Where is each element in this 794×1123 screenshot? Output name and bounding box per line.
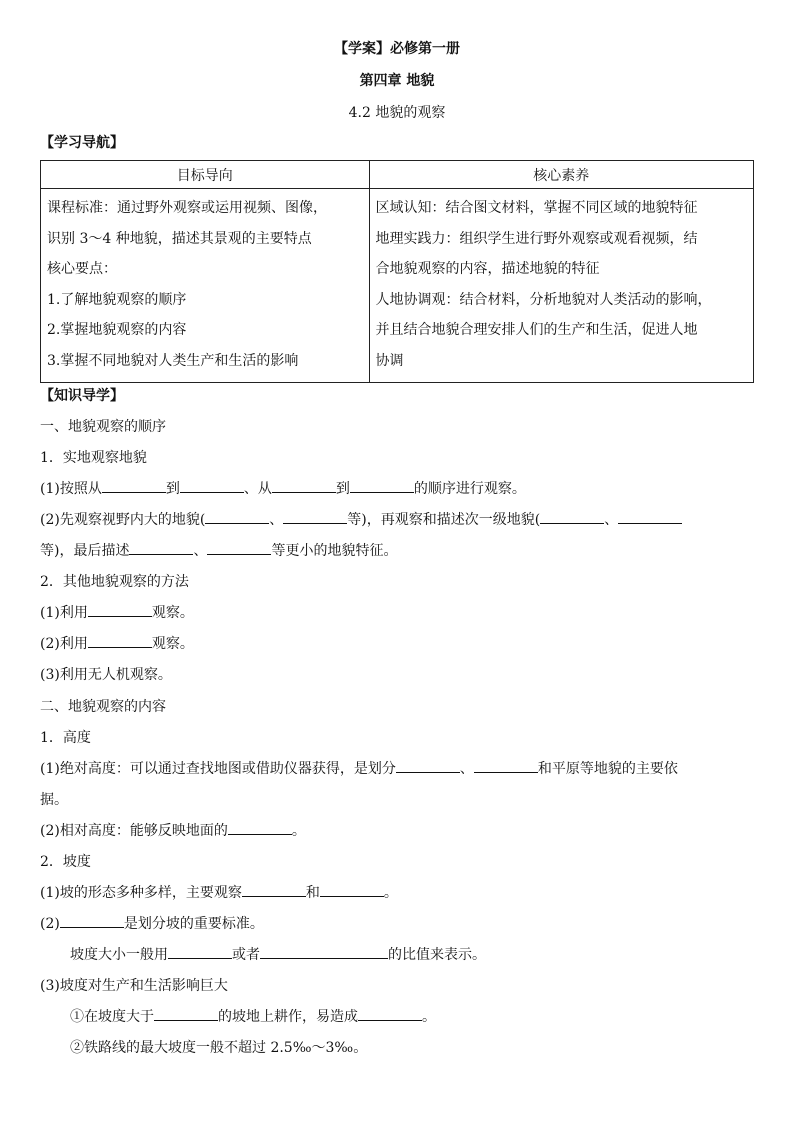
cell-line: 课程标准：通过野外观察或运用视频、图像，: [47, 200, 327, 216]
text: 和: [305, 885, 320, 901]
text: 、从: [243, 481, 272, 497]
cell-line: 核心要点：: [47, 261, 117, 277]
section2-title: 二、地貌观察的内容: [40, 699, 166, 715]
fill-blank[interactable]: [272, 479, 336, 493]
fill-blank[interactable]: [129, 541, 193, 555]
fill-blank[interactable]: [168, 945, 232, 959]
fill-blank[interactable]: [350, 479, 414, 493]
text: 的坡地上耕作，易造成: [218, 1009, 358, 1025]
fill-blank[interactable]: [207, 541, 271, 555]
method-2: [40, 633, 194, 653]
text: 等更小的地貌特征。: [271, 543, 398, 559]
fill-blank[interactable]: [205, 510, 269, 524]
question-slope-expression: [70, 944, 486, 964]
text: (2): [40, 916, 60, 932]
question-observation-steps: [40, 509, 682, 529]
text: (1)按照从: [40, 481, 102, 497]
objectives-table: [40, 160, 754, 383]
text: (1)绝对高度：可以通过查找地图或借助仪器获得，是划分: [40, 761, 396, 777]
text: 到: [165, 481, 180, 497]
section-title: 4.2 地貌的观察: [348, 105, 446, 121]
goal-orientation-cell: [41, 189, 370, 383]
section1-sub1: 1．实地观察地貌: [40, 450, 147, 466]
text: (2)先观察视野内大的地貌(: [40, 512, 206, 528]
cell-line: 并且结合地貌合理安排人们的生产和生活，促进人地: [375, 322, 698, 338]
cell-line: 合地貌观察的内容，描述地貌的特征: [375, 261, 600, 277]
text: 的比值来表示。: [388, 947, 486, 963]
question-slope-farming: [70, 1006, 436, 1026]
text: 等)，再观察和描述次一级地貌(: [347, 512, 541, 528]
fill-blank[interactable]: [242, 883, 306, 897]
cell-line: 3.掌握不同地貌对人类生产和生活的影响: [47, 352, 299, 369]
table-header-row: [41, 161, 754, 189]
text: 、: [269, 512, 284, 528]
text: 。: [383, 885, 398, 901]
question-observation-steps-cont: [40, 540, 397, 560]
method-3: (3)利用无人机观察。: [40, 667, 172, 683]
cell-line: 区域认知：结合图文材料，掌握不同区域的地貌特征: [375, 200, 698, 216]
fill-blank[interactable]: [618, 510, 682, 524]
fill-blank[interactable]: [180, 479, 244, 493]
fill-blank[interactable]: [60, 914, 124, 928]
knowledge-guide-heading: 【知识导学】: [40, 388, 124, 404]
cell-line: 人地协调观：结合材料，分析地貌对人类活动的影响，: [375, 291, 712, 308]
text: 、: [459, 761, 474, 777]
text: ①在坡度大于: [70, 1009, 154, 1025]
slope-impact-heading: (3)坡度对生产和生活影响巨大: [40, 978, 228, 994]
fill-blank[interactable]: [283, 510, 347, 524]
text: (1)坡的形态多种多样，主要观察: [40, 885, 242, 901]
doc-header-series: 【学案】必修第一册: [334, 41, 460, 57]
text: 和平原等地貌的主要依: [537, 761, 678, 777]
question-relative-height: [40, 820, 306, 840]
fill-blank[interactable]: [320, 883, 384, 897]
fill-blank[interactable]: [228, 821, 292, 835]
text: 坡度大小一般用: [70, 947, 168, 963]
text: 。: [422, 1009, 436, 1025]
fill-blank[interactable]: [540, 510, 604, 524]
text: 观察。: [151, 605, 194, 621]
learning-nav-heading: 【学习导航】: [40, 135, 124, 151]
text: (1)利用: [40, 605, 88, 621]
text: (2)利用: [40, 636, 88, 652]
text: 、: [604, 512, 619, 528]
text: 观察。: [151, 636, 194, 652]
cell-line: 2.掌握地貌观察的内容: [47, 322, 187, 338]
section2-sub1: 1．高度: [40, 730, 91, 746]
question-slope-standard: [40, 913, 264, 933]
text: 到: [335, 481, 350, 497]
fill-blank[interactable]: [88, 603, 152, 617]
col-goal-orientation-header: 目标导向: [41, 161, 370, 189]
fill-blank[interactable]: [260, 945, 388, 959]
cell-line: 协调: [375, 352, 404, 369]
railway-slope-note: ②铁路线的最大坡度一般不超过 2.5‰～3‰。: [70, 1040, 368, 1056]
chapter-title: 第四章 地貌: [359, 73, 435, 89]
question-absolute-height-cont: 据。: [40, 792, 68, 808]
section1-title: 一、地貌观察的顺序: [40, 419, 166, 435]
fill-blank[interactable]: [396, 759, 460, 773]
section1-sub2: 2．其他地貌观察的方法: [40, 574, 189, 590]
question-slope-form: [40, 882, 398, 902]
cell-line: 地理实践力：组织学生进行野外观察或观看视频，结: [375, 230, 698, 247]
fill-blank[interactable]: [358, 1007, 422, 1021]
cell-line: 1.了解地貌观察的顺序: [47, 291, 187, 308]
text: 、: [193, 543, 208, 559]
text: 或者: [232, 947, 260, 963]
fill-blank[interactable]: [474, 759, 538, 773]
table-row: [41, 189, 754, 383]
cell-line: 识别 3～4 种地貌，描述其景观的主要特点: [47, 230, 312, 247]
question-absolute-height: [40, 758, 678, 778]
question-observation-order: [40, 478, 526, 498]
col-core-literacy-header: 核心素养: [369, 161, 754, 189]
text: 等)，最后描述: [40, 543, 130, 559]
text: 。: [291, 823, 306, 839]
text: 的顺序进行观察。: [413, 481, 526, 497]
text: (2)相对高度：能够反映地面的: [40, 823, 228, 839]
fill-blank[interactable]: [154, 1007, 218, 1021]
core-literacy-cell: [369, 189, 754, 383]
section2-sub2: 2．坡度: [40, 854, 91, 870]
text: 是划分坡的重要标准。: [123, 916, 264, 932]
fill-blank[interactable]: [88, 634, 152, 648]
method-1: [40, 602, 194, 622]
fill-blank[interactable]: [102, 479, 166, 493]
